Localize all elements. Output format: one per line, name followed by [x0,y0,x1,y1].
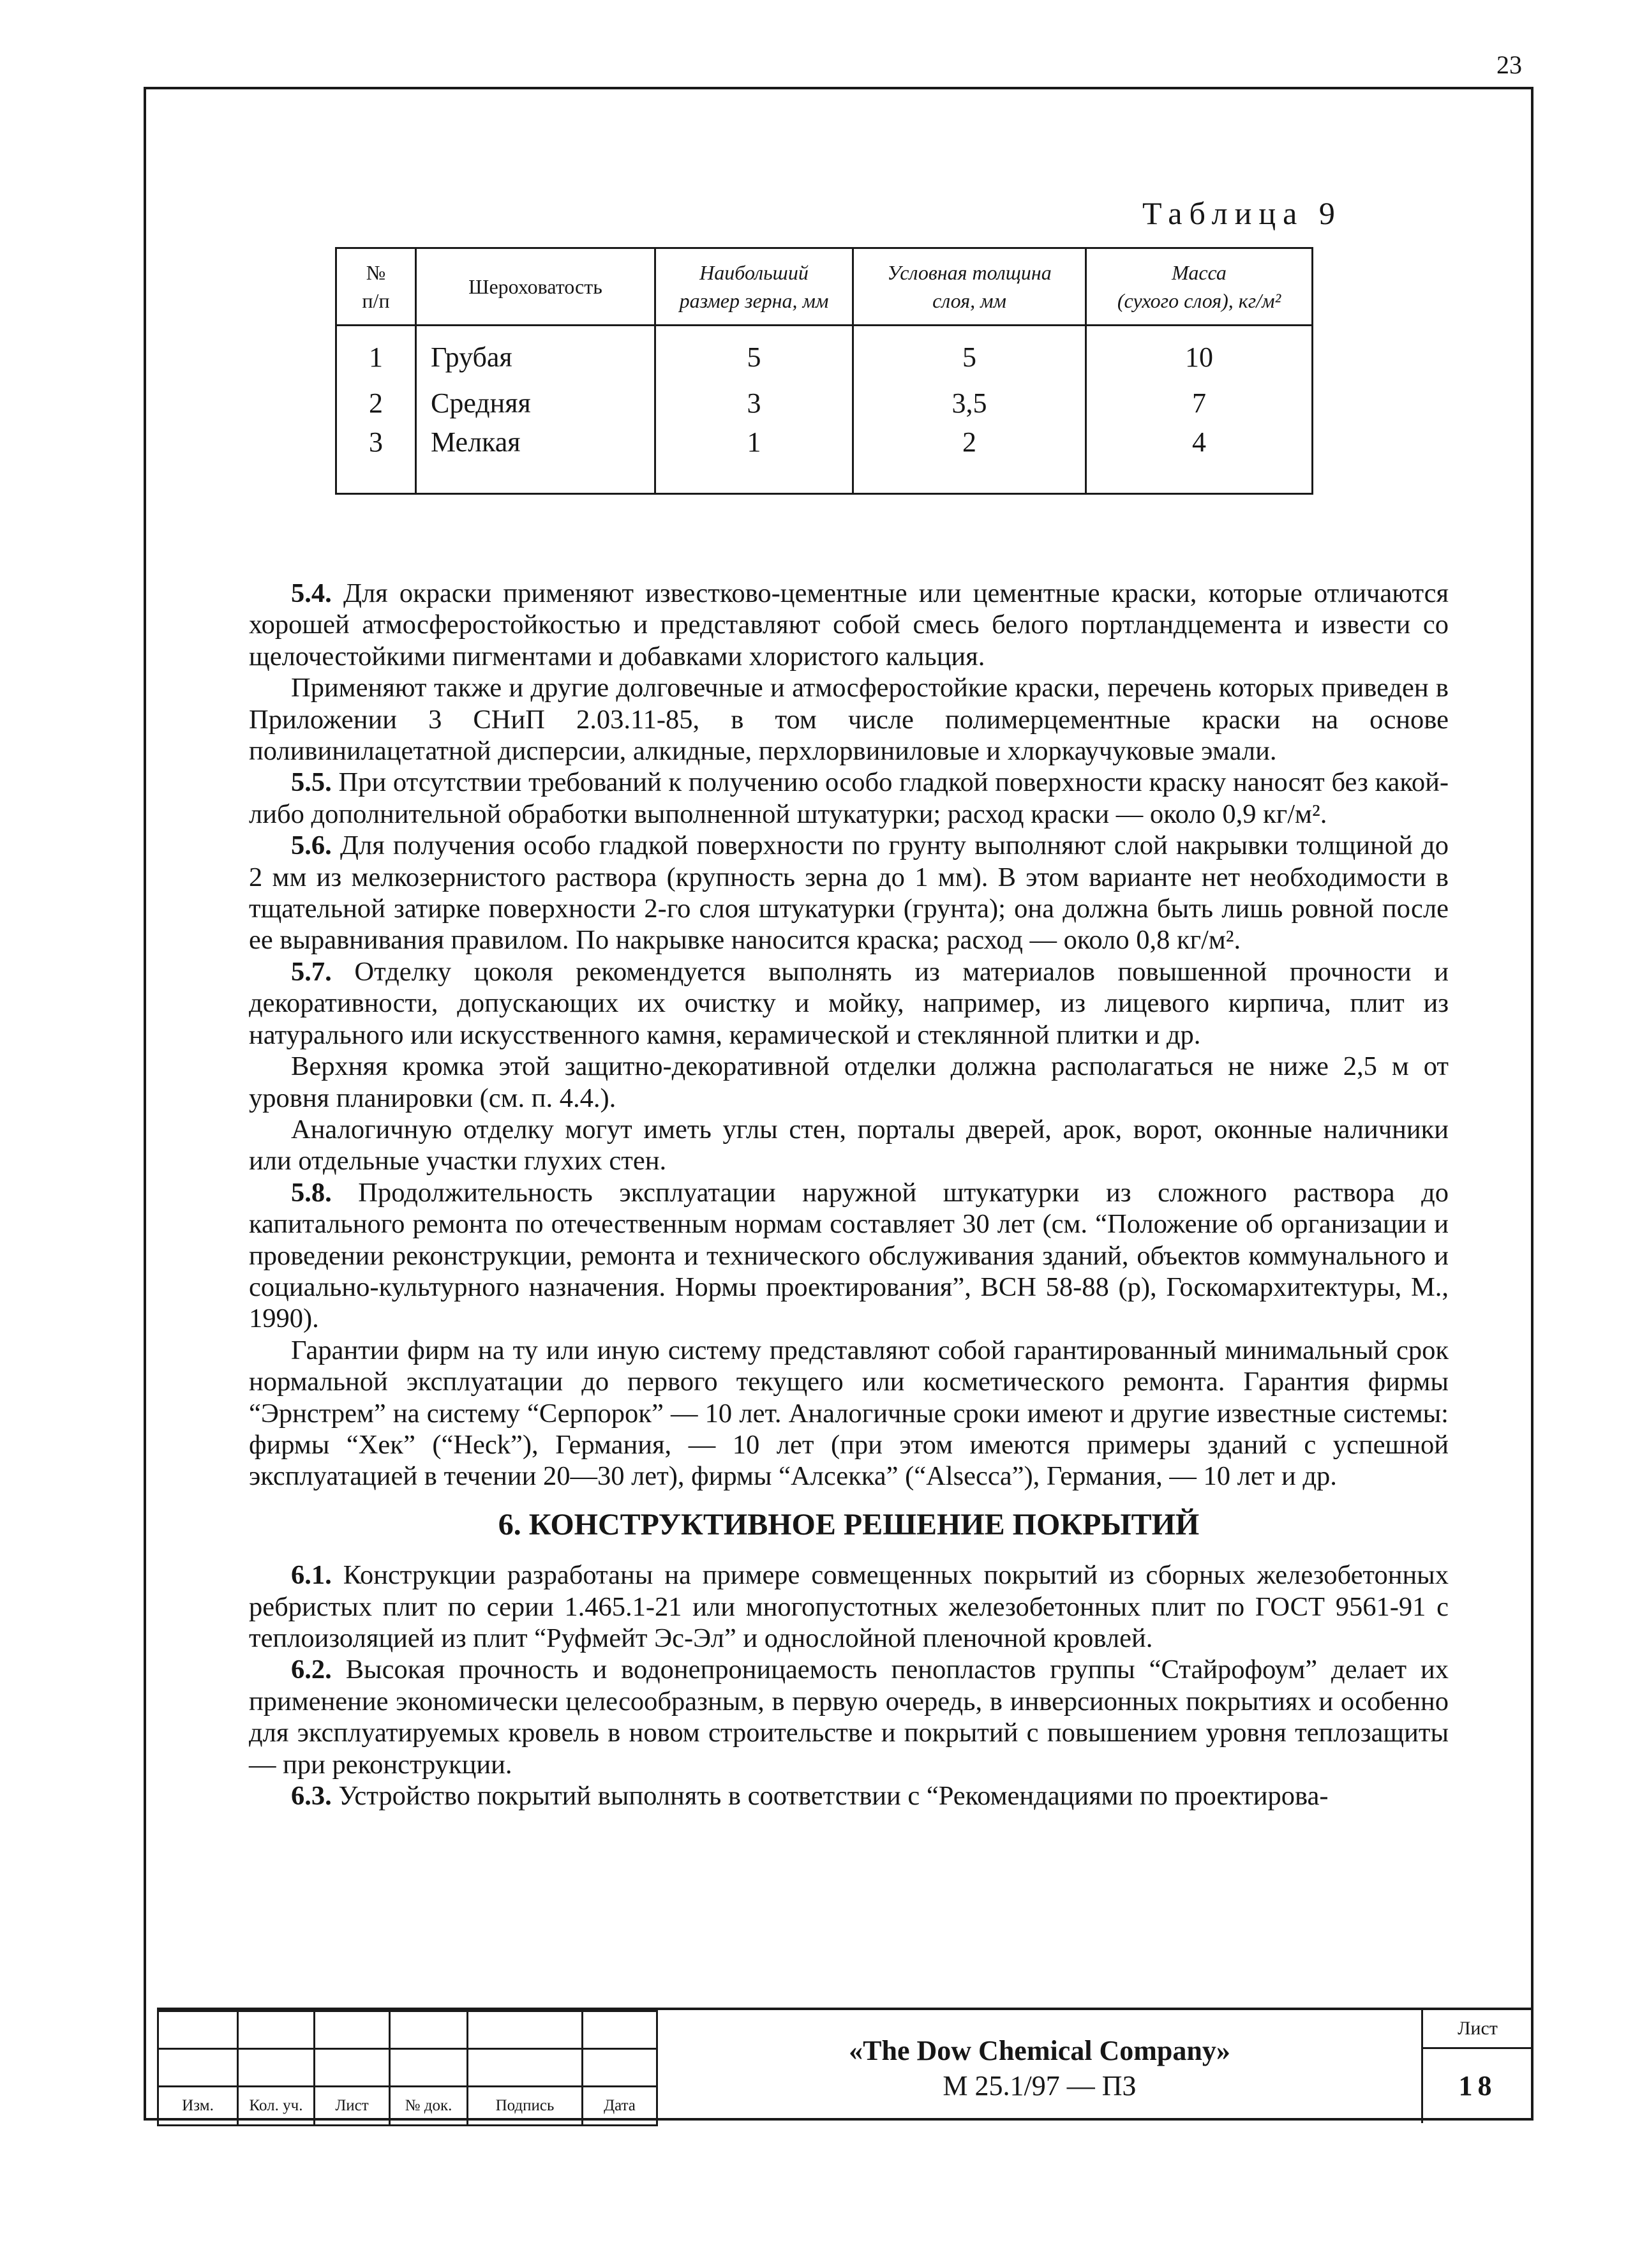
clause-number: 5.5. [291,767,332,798]
header-cell: Условная толщина слоя, мм [853,248,1086,326]
header-cell: Масса (сухого слоя), кг/м² [1086,248,1313,326]
paragraph [249,767,1449,830]
stamp-sheet-number: 18 [1458,2070,1497,2101]
paragraph-text: При отсутствии требований к получению особо гладкой поверхности краску наносят без какой-либо дополнительной обработки выполненной штукатурки; расход краски — около 0,9 кг/м². [249,767,1449,829]
stamp-document-code: М 25.1/97 — ПЗ [943,2070,1137,2101]
table-row [336,380,1313,426]
stamp-label: Дата [583,2087,657,2126]
paragraph [249,1177,1449,1335]
header-cell: Наибольший размер зерна, мм [655,248,853,326]
title-block-stamp [157,2008,1532,2123]
paragraph-text: Применяют также и другие долговечные и атмосферостойкие краски, перечень которых приведен в Приложении 3 СНиП 2.03.11-85, в том числе полимерцементные краски на основе поливинилацетатной дисперсии, алкидные, перхлорвиниловые и хлоркаучуковые эмали. [249,673,1449,767]
stamp-label: Лист [315,2087,390,2126]
paragraph-text: Аналогичную отделку могут иметь углы стен, порталы дверей, арок, ворот, оконные наличники или отдельные участки глухих стен. [249,1114,1449,1176]
paragraph-text: Для окраски применяют известково-цементные или цементные краски, которые отличаются хорошей атмосферостойкостью и представляют собой смесь белого портландцемента и извести со щелочестойкими пигментами и добавками хлористого кальция. [249,578,1449,672]
table-cell: 3 [336,426,416,494]
stamp-sheet-label: Лист [1423,2010,1532,2049]
table-cell: 10 [1086,326,1313,380]
stamp-label: Подпись [468,2087,583,2126]
table-cell: 2 [853,426,1086,494]
paragraph [249,1654,1449,1780]
clause-number: 5.7. [291,956,332,987]
paragraph-text: Верхняя кромка этой защитно-декоративной отделки должна располагаться не ниже 2,5 м от уровня планировки (см. п. 4.4.). [249,1051,1449,1113]
page-number: 23 [1496,50,1522,79]
clause-number: 6.1. [291,1560,332,1591]
stamp-label: Изм. [158,2087,238,2126]
table-cell: 3 [655,380,853,426]
paragraph [249,578,1449,672]
table-cell: 5 [655,326,853,380]
table-caption: Таблица 9 [1142,195,1342,231]
paragraph [249,830,1449,956]
stamp-label: № док. [390,2087,468,2126]
paragraph [249,1114,1449,1177]
header-cell: № п/п [336,248,416,326]
table-cell: 3,5 [853,380,1086,426]
roughness-table [335,247,1313,495]
section-heading: 6. КОНСТРУКТИВНОЕ РЕШЕНИЕ ПОКРЫТИЙ [498,1507,1200,1542]
paragraph-text: Для получения особо гладкой поверхности по грунту выполняют слой накрывки толщиной до 2 мм из мелкозернистого раствора (крупность зерна до 1 мм). В этом варианте нет необходимости в тщательной затирке поверхности 2-го слоя штукатурки (грунта); она должна быть лишь ровной после ее выравнивания правилом. По накрывке наносится краска; расход — около 0,8 кг/м². [249,830,1449,956]
table-cell: 1 [336,326,416,380]
revision-grid [157,2010,658,2126]
clause-number: 5.6. [291,830,332,861]
header-cell: Шероховатость [416,248,655,326]
table-cell: 1 [655,426,853,494]
paragraph [249,1559,1449,1654]
clause-number: 6.3. [291,1781,332,1812]
paragraph-text: Высокая прочность и водонепроницаемость пенопластов группы “Стайрофоум” делает их применение экономически целесообразным, в первую очередь, в инверсионных покрытиях и особенно для эксплуатируемых кровель в новом строительстве и покрытий с повышением уровня теплозащиты — при реконструкции. [249,1655,1449,1780]
paragraph-text: Продолжительность эксплуатации наружной штукатурки из сложного раствора до капитального ремонта по отечественным нормам составляет 30 лет (см. “Положение об организации и проведении реконструкции, ремонта и технического обслуживания зданий, объектов коммунального и социально-культурного назначения. Нормы проектирования”, ВСН 58-88 (р), Госкомархитектуры, М., 1990). [249,1177,1449,1334]
body-text [249,578,1449,1812]
paragraph [249,1335,1449,1492]
paragraph [249,1051,1449,1114]
paragraph [249,956,1449,1051]
stamp-sheet-box [1423,2010,1532,2123]
stamp-title-area [656,2010,1423,2123]
table-row [336,426,1313,494]
clause-number: 5.4. [291,578,332,608]
table-row [336,326,1313,380]
table-cell: 5 [853,326,1086,380]
paragraph-text: Конструкции разработаны на примере совмещенных покрытий из сборных железобетонных ребристых плит по серии 1.465.1-21 или многопустотных железобетонных плит по ГОСТ 9561-91 с теплоизоляцией из плит “Руфмейт Эс-Эл” и однослойной пленочной кровлей. [249,1560,1449,1653]
table-cell: Мелкая [416,426,655,494]
clause-number: 5.8. [291,1177,332,1208]
stamp-label: Кол. уч. [238,2087,315,2126]
paragraph-text: Отделку цоколя рекомендуется выполнять из материалов повышенной прочности и декоративности, допускающих их очистку и мойку, например, из лицевого кирпича, плит из натурального или искусственного камня, керамической и стеклянной плитки и др. [249,956,1449,1050]
paragraph-text: Гарантии фирм на ту или иную систему представляют собой гарантированный минимальный срок нормальной эксплуатации до первого текущего или косметического ремонта. Гарантия фирмы “Эрнстрем” на систему “Серпорок” — 10 лет. Аналогичные сроки имеют и другие известные системы: фирмы “Хек” (“Heck”), Германия, — 10 лет (при этом имеются примеры зданий с успешной эксплуатацией в течении 20—30 лет), фирмы “Алсекка” (“Alsecca”), Германия, — 10 лет и др. [249,1335,1449,1492]
paragraph [249,672,1449,767]
paragraph [249,1780,1449,1812]
paragraph-text: Устройство покрытий выполнять в соответствии с “Рекомендациями по проектирова- [331,1781,1329,1812]
table-cell: Грубая [416,326,655,380]
clause-number: 6.2. [291,1655,332,1685]
stamp-organization: «The Dow Chemical Company» [849,2035,1230,2066]
table-cell: 2 [336,380,416,426]
table-cell: Средняя [416,380,655,426]
table-header-row [336,248,1313,326]
table-cell: 7 [1086,380,1313,426]
table-cell: 4 [1086,426,1313,494]
